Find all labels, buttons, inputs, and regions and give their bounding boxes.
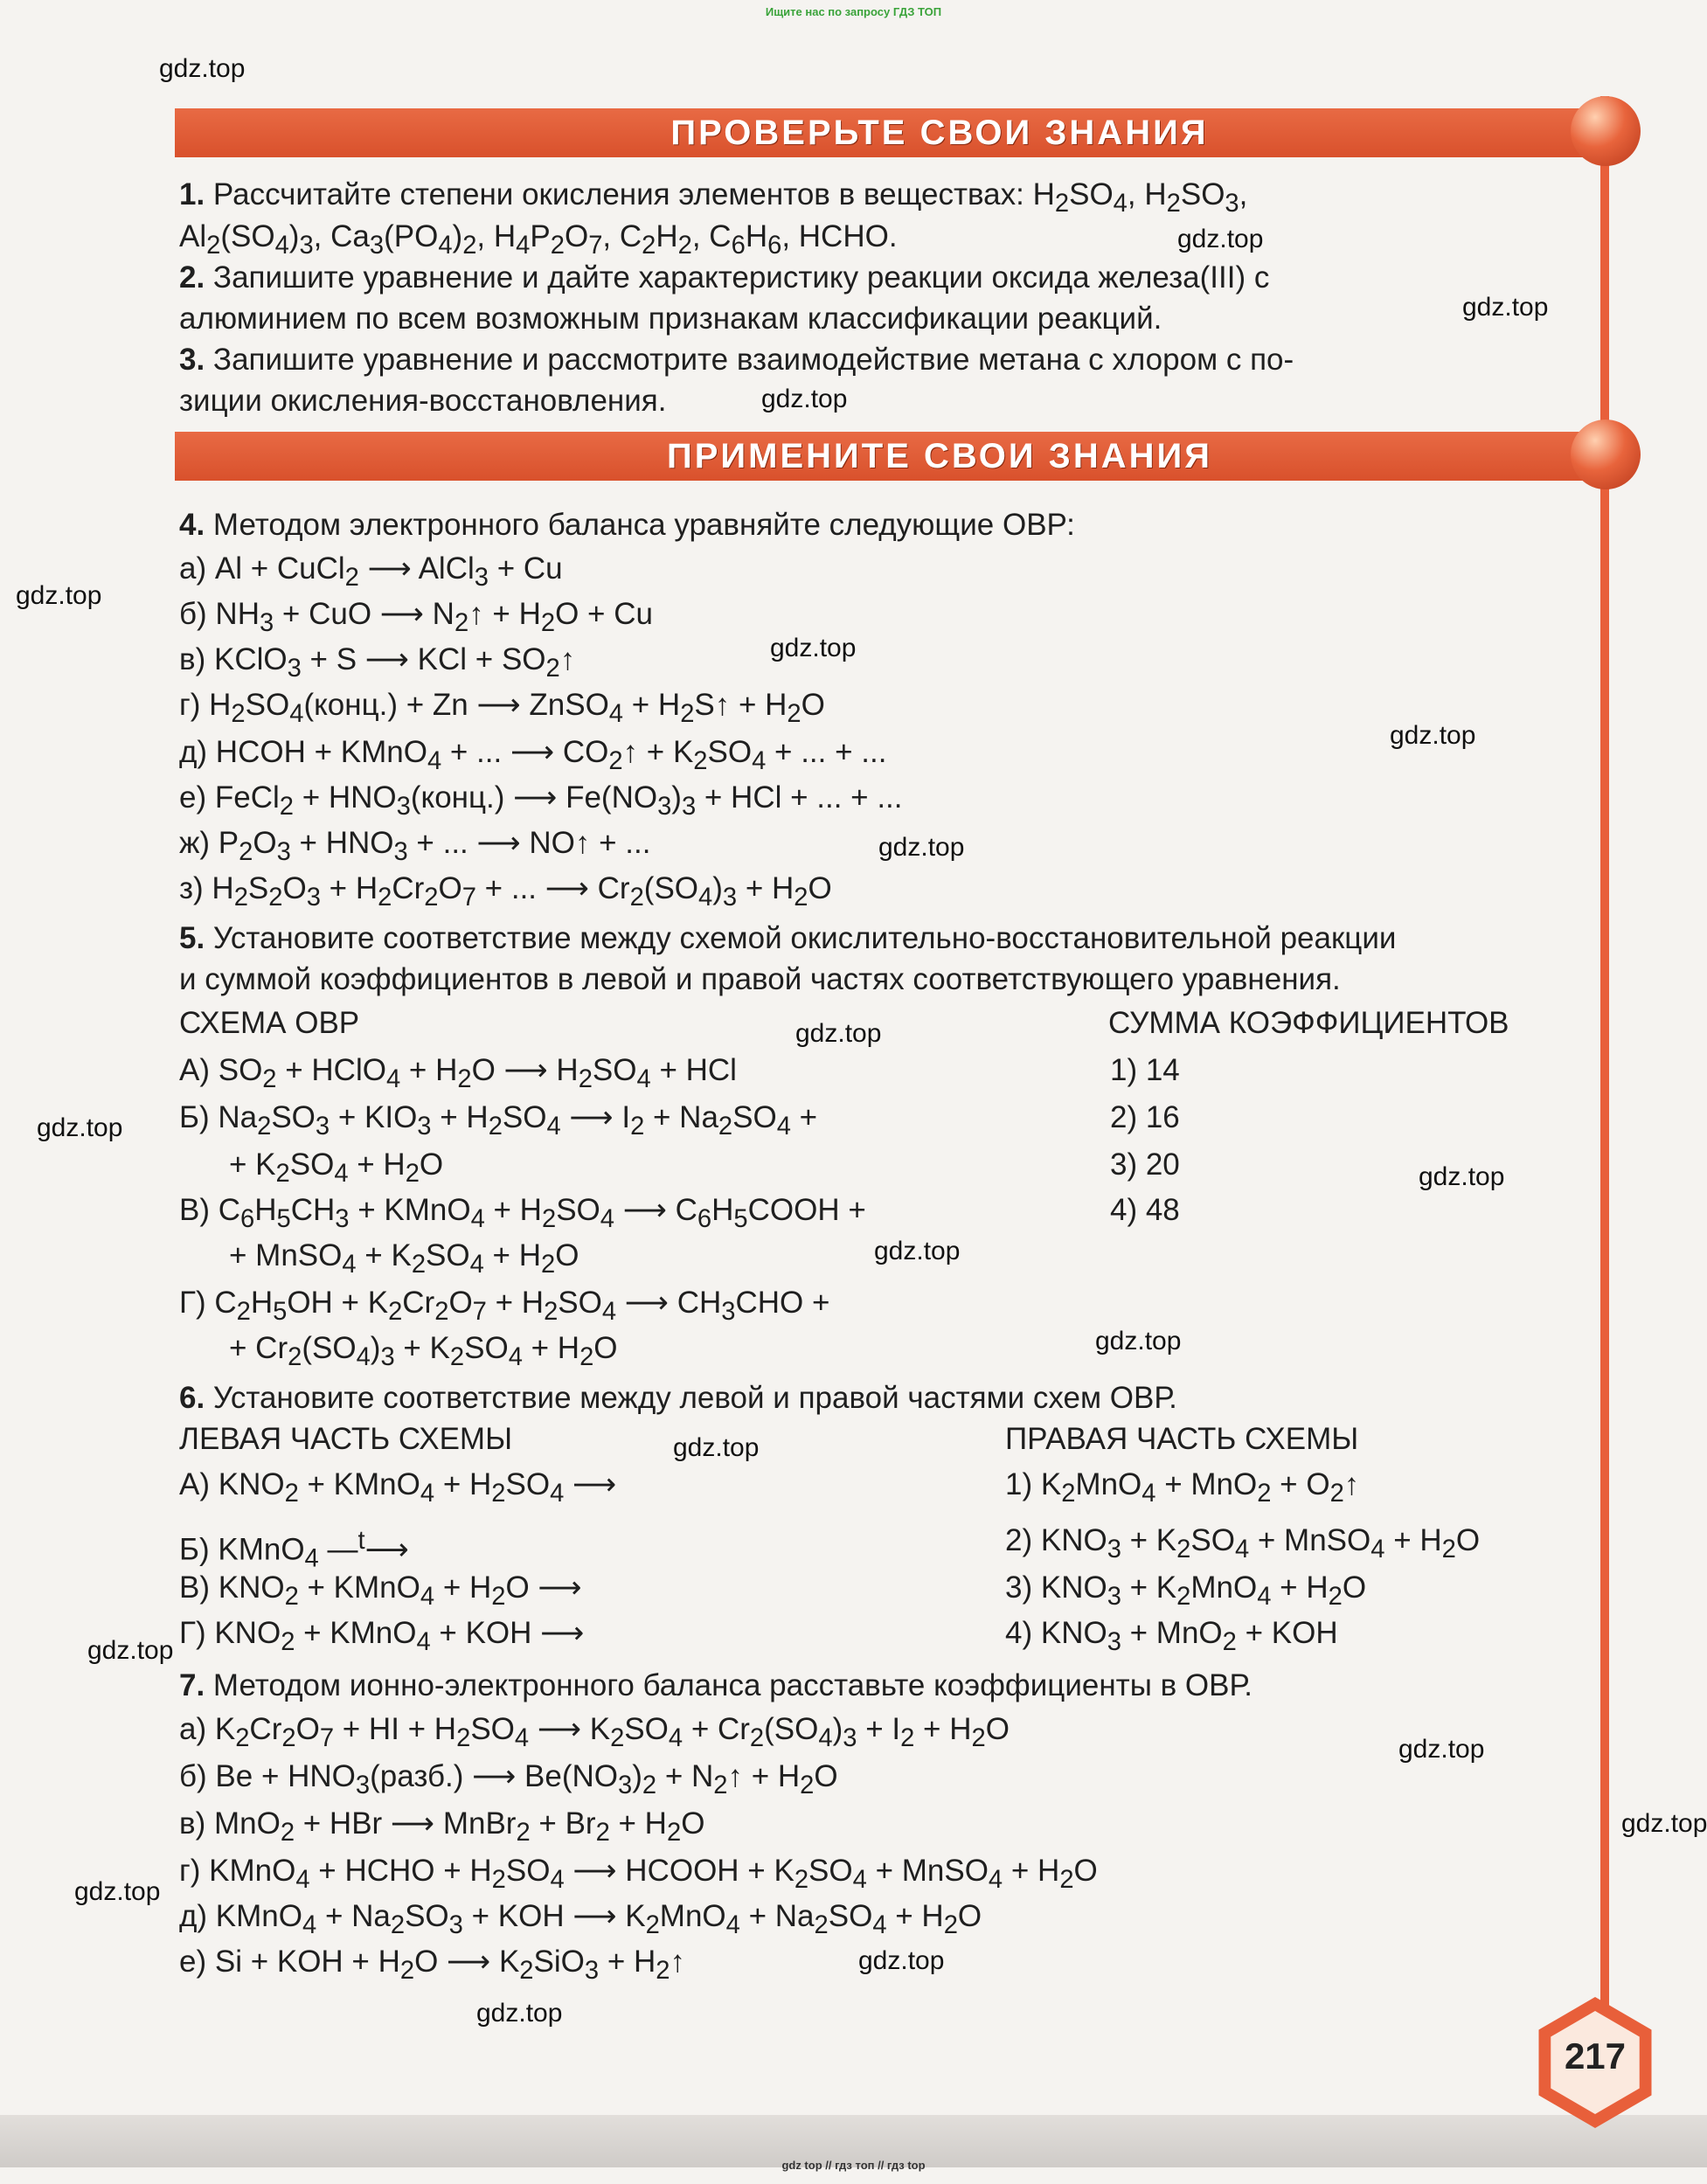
task-6-left-header: ЛЕВАЯ ЧАСТЬ СХЕМЫ (179, 1422, 513, 1456)
task-7-item: в) MnO$_2$ + HBr ⟶ MnBr$_2$ + $Br_2 + H_2O$ (179, 1806, 705, 1847)
task-7-heading: 7. Методом ионно-электронного баланса расставьте коэффициенты в ОВР. (179, 1668, 1252, 1702)
task-6-right-item: 4) $KNO_3 + MnO_2$ + KOH (1005, 1616, 1338, 1656)
banner-ball-decoration (1571, 96, 1641, 166)
watermark-text: gdz.top (16, 581, 102, 610)
task-7-item: б) $Be + HNO_3(разб.)$ ⟶ $Be(NO_3)_2$ + $N_2↑ + H_2O$ (179, 1759, 838, 1799)
task-4-item: е) FeCl$_2$ + $HNO_3(конц.)$ ⟶ $Fe(NO_3)_3$ + HCl + ... + ... (179, 780, 903, 821)
task-5-sum: 3) 20 (1110, 1147, 1180, 1182)
watermark-text: gdz.top (795, 1019, 882, 1048)
task-5-right-header: СУММА КОЭФФИЦИЕНТОВ (1108, 1006, 1509, 1040)
task-5-scheme: Б) $Na_2SO_3 + KIO_3 + H_2SO_4$ ⟶ $I_2 + Na_2SO_4$ + (179, 1100, 818, 1141)
watermark-text: gdz.top (874, 1237, 961, 1265)
task-5-scheme: + $Cr_2(SO_4)_3 + K_2SO_4 + H_2O$ (229, 1331, 618, 1371)
watermark-text: gdz.top (1621, 1809, 1707, 1838)
task-7-item: а) $K_2Cr_2O_7$ + HI + $H_2SO_4$ ⟶ $K_2SO_4 + Cr_2(SO_4)_3 + I_2 + H_2O$ (179, 1712, 1010, 1752)
watermark-text: gdz.top (159, 54, 246, 83)
watermark-text: gdz.top (476, 1999, 563, 2028)
watermark-text: gdz.top (37, 1113, 123, 1142)
task-6-left-item: Б) KMnO$_4$ —$^t$⟶ (179, 1527, 409, 1573)
watermark-text: gdz.top (1177, 225, 1264, 253)
watermark-text: gdz.top (858, 1946, 945, 1975)
watermark-text: gdz.top (673, 1433, 760, 1462)
watermark-text: gdz.top (1390, 721, 1476, 750)
banner-title: ПРОВЕРЬТЕ СВОИ ЗНАНИЯ (670, 114, 1209, 152)
section-banner-apply (175, 432, 1608, 481)
task-5-sum: 4) 48 (1110, 1193, 1180, 1227)
watermark-text: gdz.top (761, 385, 848, 413)
task-6-left-item: Г) $KNO_2$ + KMnO$_4$ + KOH ⟶ (179, 1616, 585, 1656)
task-7-item: г) KMnO$_4$ + HCHO + $H_2SO_4$ ⟶ HCOOH + $K_2SO_4$ + MnSO$_4$ + $H_2O$ (179, 1854, 1098, 1894)
task-2-line: 2. Запишите уравнение и дайте характеристику реакции оксида железа(III) с (179, 260, 1270, 295)
task-5-scheme: В) $C_6H_5CH_3$ + KMnO$_4$ + $H_2SO_4$ ⟶ $C_6H_5COOH$ + (179, 1193, 866, 1233)
watermark-text: gdz.top (770, 634, 857, 662)
task-7-item: д) KMnO$_4$ + $Na_2SO_3$ + KOH ⟶ $K_2MnO_4 + Na_2SO_4 + H_2O$ (179, 1899, 982, 1939)
watermark-text: gdz.top (1419, 1162, 1505, 1191)
header-note: Ищите нас по запросу ГДЗ ТОП (765, 5, 942, 18)
task-6-left-item: В) $KNO_2$ + KMnO$_4$ + $H_2O$ ⟶ (179, 1570, 582, 1611)
task-4-item: б) $NH_3$ + CuO ⟶ $N_2↑ + H_2O + Cu$ (179, 597, 653, 637)
task-5-scheme: + $K_2SO_4 + H_2O$ (229, 1147, 444, 1188)
page-number: 217 (1564, 2035, 1627, 2077)
task-4-item: г) $H_2SO_4(конц.) + Zn$ ⟶ ZnSO$_4$ + $H_2S↑ + H_2O$ (179, 688, 825, 728)
footer-note: gdz top // гдз топ // гдз top (781, 2159, 926, 2172)
task-5-sum: 2) 16 (1110, 1100, 1180, 1134)
task-6-right-item: 3) $KNO_3 + K_2MnO_4 + H_2O$ (1005, 1570, 1367, 1611)
banner-title: ПРИМЕНИТЕ СВОИ ЗНАНИЯ (666, 437, 1212, 475)
task-6-left-item: А) $KNO_2$ + KMnO$_4$ + $H_2SO_4$ ⟶ (179, 1467, 617, 1508)
task-6-right-item: 1) $K_2MnO_4 + MnO_2$ + $O_2↑$ (1005, 1467, 1360, 1508)
task-4-item: д) HCOH + KMnO$_4$ + ... ⟶ $CO_2↑ + K_2SO_4$ + ... + ... (179, 735, 887, 775)
task-5-scheme: + MnSO$_4$ + $K_2SO_4 + H_2O$ (229, 1238, 579, 1279)
task-4-heading: 4. Методом электронного баланса уравняйте следующие ОВР: (179, 508, 1075, 542)
task-3-line: зиции окисления-восстановления. (179, 384, 667, 418)
margin-line (1600, 96, 1609, 2097)
task-5-scheme: А) $SO_2$ + HClO$_4$ + $H_2O$ ⟶ $H_2SO_4$ + HCl (179, 1053, 737, 1093)
watermark-text: gdz.top (878, 833, 965, 862)
task-4-item: а) Al + CuCl$_2$ ⟶ AlCl$_3$ + Cu (179, 551, 563, 592)
task-6-heading: 6. Установите соответствие между левой и правой частями схем ОВР. (179, 1381, 1177, 1415)
task-6-right-item: 2) $KNO_3 + K_2SO_4$ + MnSO$_4$ + $H_2O$ (1005, 1523, 1481, 1563)
task-3-line: 3. Запишите уравнение и рассмотрите взаимодействие метана с хлором с по- (179, 343, 1294, 377)
task-5-left-header: СХЕМА ОВР (179, 1006, 360, 1040)
task-4-item: в) KClO$_3$ + S ⟶ KCl + $SO_2↑$ (179, 642, 576, 683)
task-1-line: $Al_2(SO_4)_3$, $Ca_3(PO_4)_2$, $H_4P_2O_7$, $C_2H_2$, $C_6H_6$, HCHO. (179, 219, 898, 260)
task-2-line: алюминием по всем возможным признакам классификации реакций. (179, 302, 1162, 336)
task-7-item: е) Si + KOH + $H_2O$ ⟶ $K_2SiO_3$ + $H_2↑$ (179, 1945, 685, 1985)
watermark-text: gdz.top (1398, 1735, 1485, 1764)
task-6-right-header: ПРАВАЯ ЧАСТЬ СХЕМЫ (1005, 1422, 1359, 1456)
watermark-text: gdz.top (74, 1877, 161, 1906)
banner-ball-decoration (1571, 419, 1641, 489)
watermark-text: gdz.top (1095, 1327, 1182, 1355)
task-1-line: 1. Рассчитайте степени окисления элементов в веществах: $H_2SO_4$, $H_2SO_3$, (179, 177, 1248, 218)
task-5-sum: 1) 14 (1110, 1053, 1180, 1087)
task-5-heading: 5. Установите соответствие между схемой окислительно-восстановительной реакции (179, 921, 1397, 955)
section-banner-check (175, 108, 1608, 157)
task-5-scheme: Г) $C_2H_5OH + K_2Cr_2O_7 + H_2SO_4$ ⟶ $CH_3CHO$ + (179, 1286, 830, 1326)
watermark-text: gdz.top (87, 1636, 174, 1665)
task-4-item: ж) $P_2O_3 + HNO_3$ + ... ⟶ NO↑ + ... (179, 826, 651, 866)
task-5-heading: и суммой коэффициентов в левой и правой частях соответствующего уравнения. (179, 962, 1341, 996)
task-4-item: з) $H_2S_2O_3 + H_2Cr_2O_7$ + ... ⟶ $Cr_2(SO_4)_3 + H_2O$ (179, 871, 832, 912)
watermark-text: gdz.top (1462, 293, 1549, 322)
